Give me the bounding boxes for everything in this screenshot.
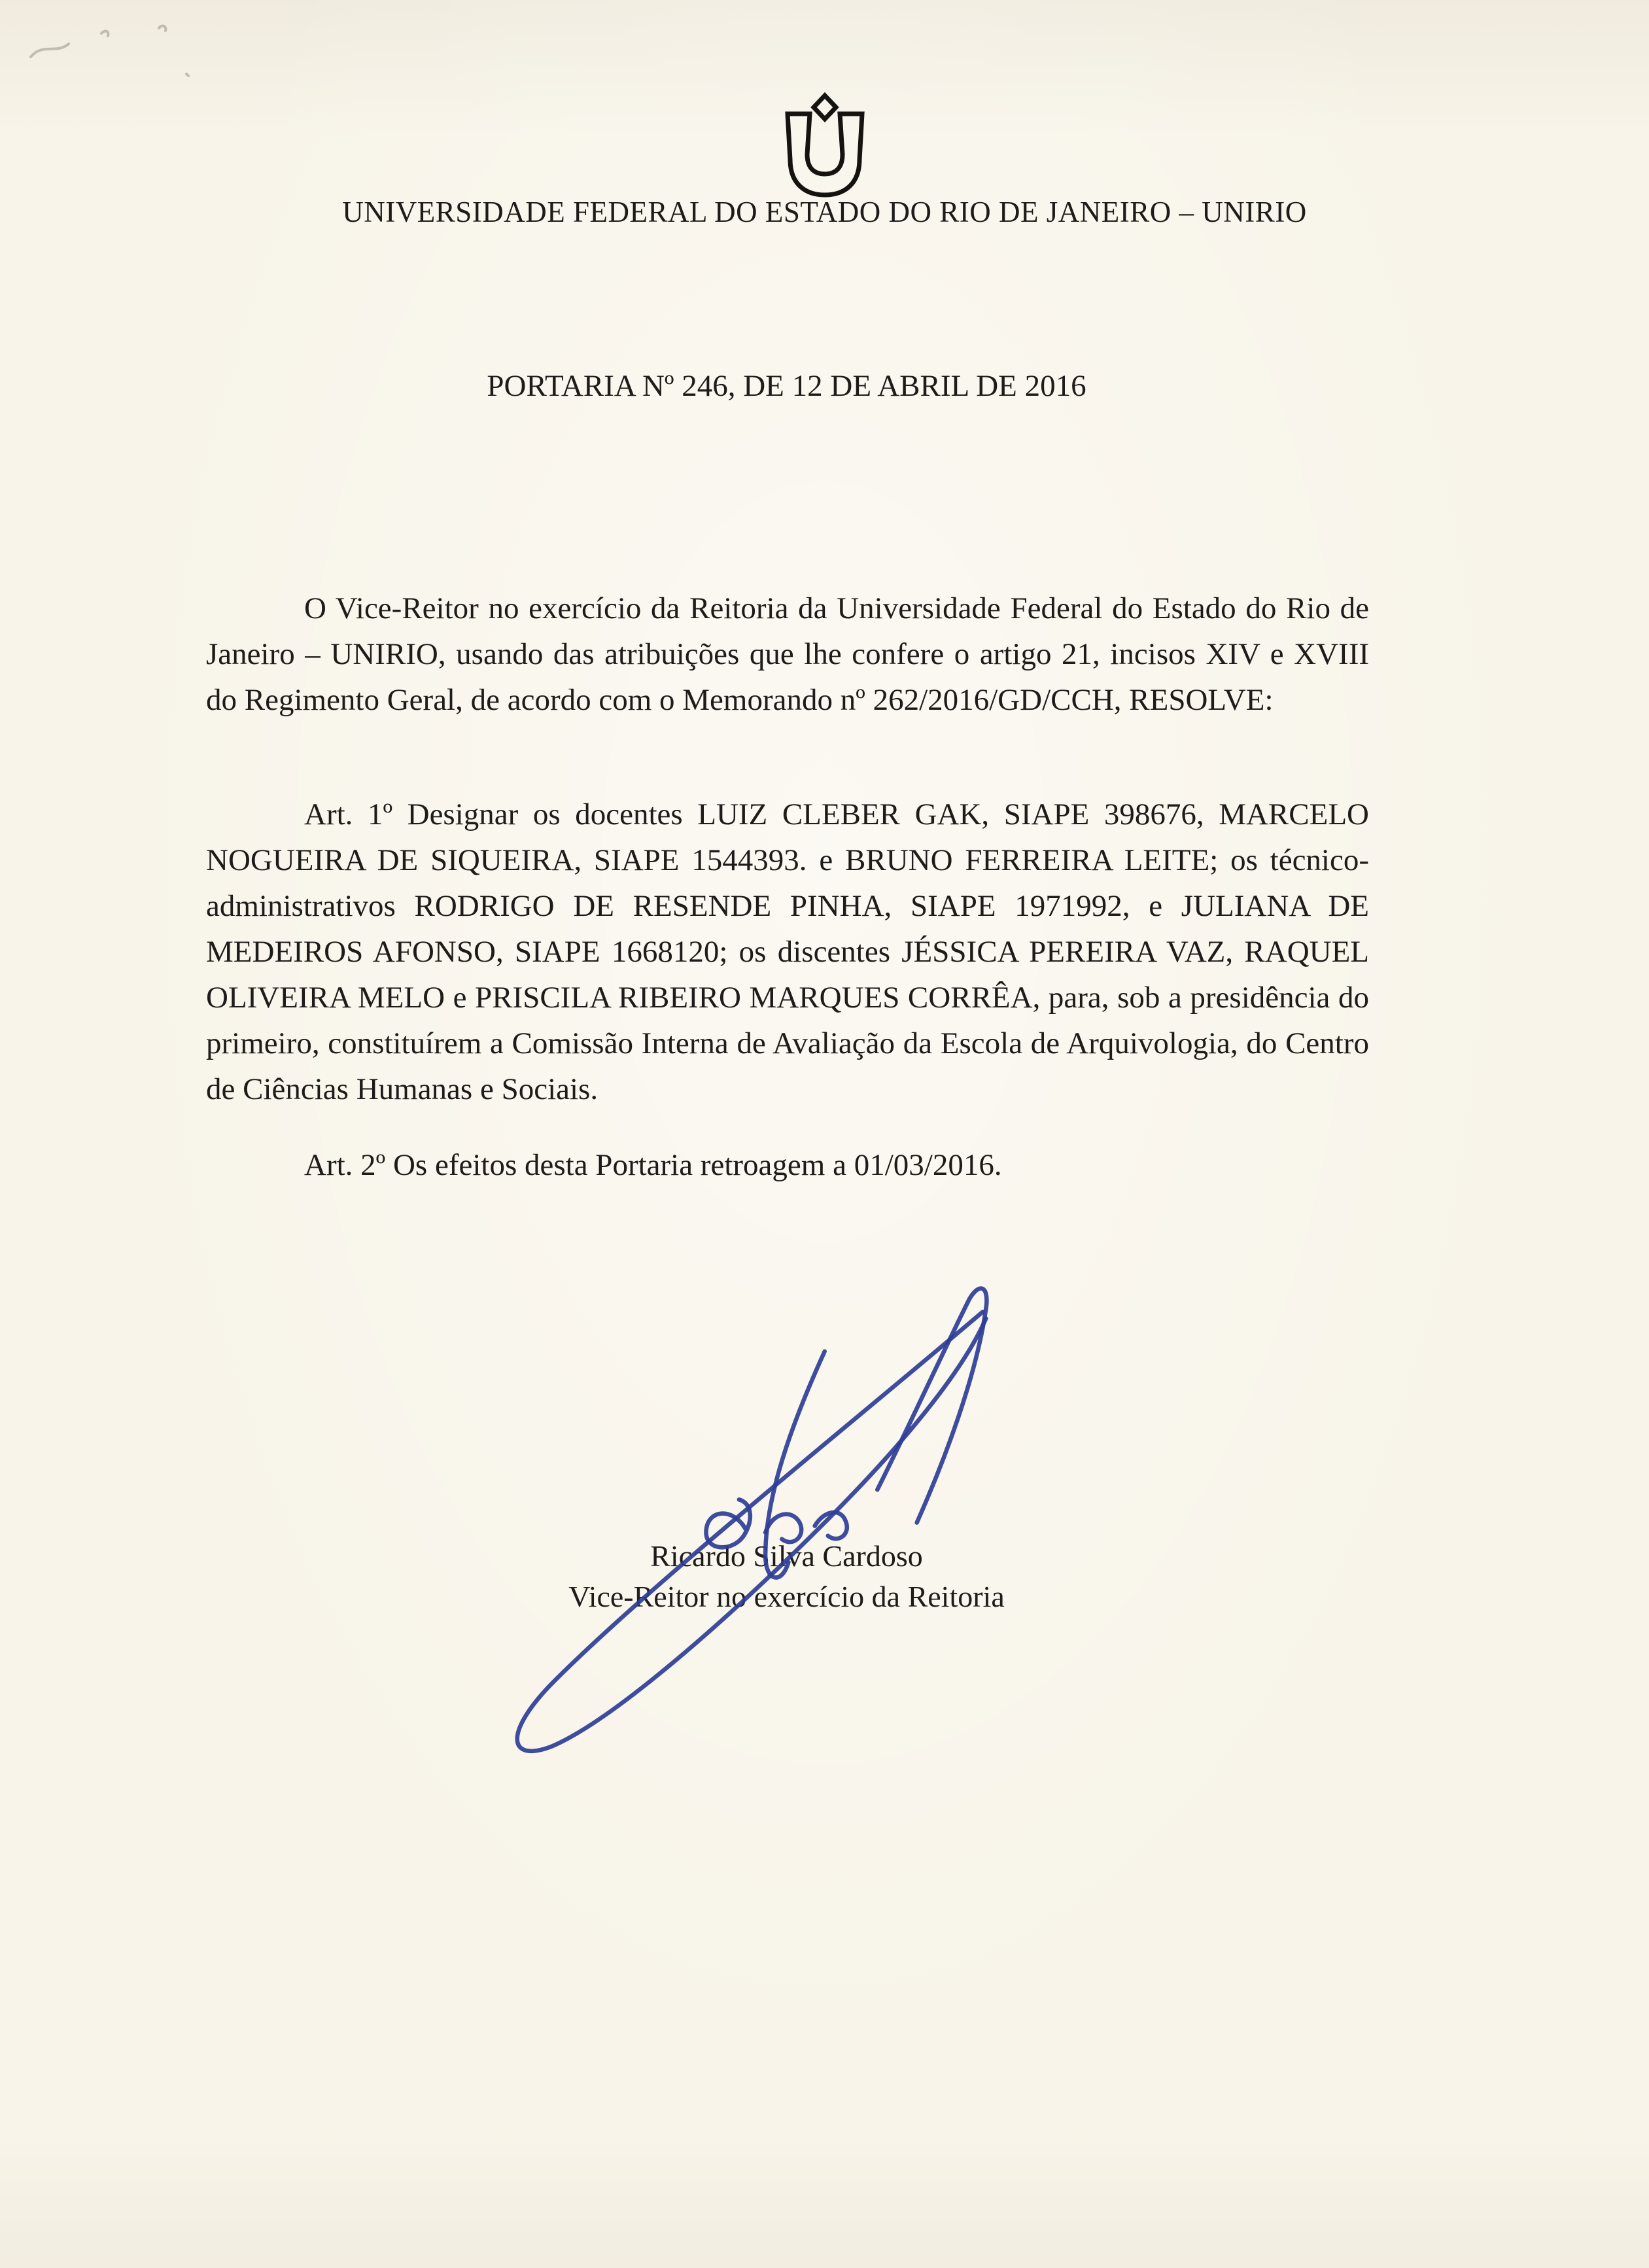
- pencil-scribble-mark: [23, 16, 219, 88]
- handwritten-signature-icon: [481, 1272, 1024, 1760]
- preamble-paragraph: O Vice-Reitor no exercício da Reitoria da Universidade Federal do Estado do Rio de Janeiro – UNIRIO, usando das atribuições que lhe confere o artigo 21, incisos XIV e XVIII do Regimento Geral, de acordo com o Memorando nº 262/2016/GD/CCH, RESOLVE:: [206, 591, 1369, 717]
- signer-name: Ricardo Silva Cardoso: [650, 1539, 923, 1573]
- signer-role: Vice-Reitor no exercício da Reitoria: [568, 1580, 1005, 1613]
- document-title: PORTARIA Nº 246, DE 12 DE ABRIL DE 2016: [487, 369, 1086, 403]
- unirio-logo-icon: [776, 92, 874, 203]
- institution-name: UNIVERSIDADE FEDERAL DO ESTADO DO RIO DE JANEIRO – UNIRIO: [342, 196, 1307, 228]
- article-2-paragraph: Art. 2º Os efeitos desta Portaria retroagem a 01/03/2016.: [304, 1148, 1002, 1182]
- article-1-paragraph: Art. 1º Designar os docentes LUIZ CLEBER GAK, SIAPE 398676, MARCELO NOGUEIRA DE SIQUEIRA, SIAPE 1544393. e BRUNO FERREIRA LEITE; os técnico-administrativos RODRIGO DE RESENDE PINHA, SIAPE 1971992, e JULIANA DE MEDEIROS AFONSO, SIAPE 1668120; os discentes JÉSSICA PEREIRA VAZ, RAQUEL OLIVEIRA MELO e PRISCILA RIBEIRO MARQUES CORRÊA, para, sob a presidência do primeiro, constituírem a Comissão Interna de Avaliação da Escola de Arquivologia, do Centro de Ciências Humanas e Sociais.: [206, 797, 1369, 1106]
- document-body: [206, 585, 1369, 1188]
- signature-block: [206, 1536, 1367, 1617]
